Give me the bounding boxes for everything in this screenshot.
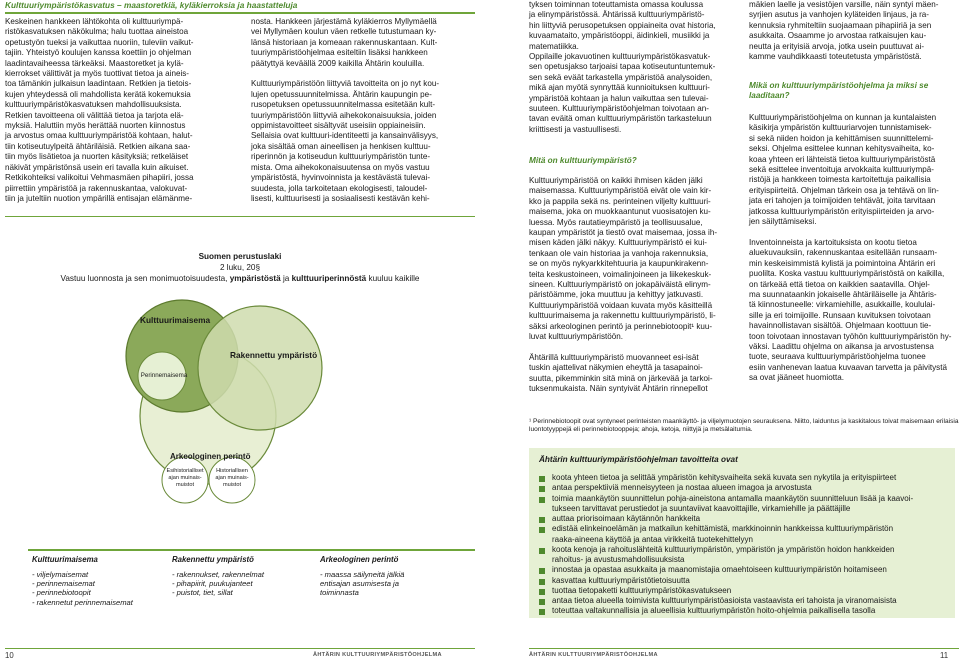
legend-archaeological-heritage <box>320 555 460 598</box>
goal-item: tuottaa tietopaketti kulttuuriympäristökasvatukseen <box>529 586 955 596</box>
bullet-square-icon <box>539 589 545 595</box>
what-is-cultural-environment-heading: Mitä on kulttuuriympäristö? <box>529 156 637 165</box>
bullet-square-icon <box>539 568 545 574</box>
cultural-landscape-label: Kulttuurimaisema <box>140 315 211 325</box>
right-footer-label: ÄHTÄRIN KULTTUURIYMPÄRISTÖOHJELMA <box>529 652 658 658</box>
legend-rule <box>28 549 475 551</box>
traditional-landscape-label: Perinnemaisema <box>140 372 188 379</box>
goals-title: Ähtärin kulttuuriympäristöohjelman tavoitteita ovat <box>539 455 738 464</box>
bullet-square-icon <box>539 527 545 533</box>
goal-item: auttaa priorisoimaan käytännön hankkeita <box>529 514 955 524</box>
goal-item: innostaa ja opastaa asukkaita ja maanomistajia omaehtoiseen kulttuuriympäristön hoitamiseen <box>529 565 955 575</box>
bullet-square-icon <box>539 599 545 605</box>
left-column-text: Keskeinen hankkeen lähtökohta oli kulttuuriympä- ristökasvatuksen näkökulma; halu tuottaa aineistoa opetustyön tueksi ja vaikuttaa nuoriin, tuleviin vaikut- tajiin. Yhteistyö koulujen kanssa koettiin jo ohjelman laadintavaiheessa tärkeäksi. Maastoretket ja kylä- kierrokset välittivät ja myös tuottivat tietoa ja aineis- toa tämänkin julkaisun laadintaan. Retkien ja tietois- kujen yhteydessä oli mahdollista kerätä kokemuksia kulttuuriympäristökasvatuksen mahdollisuuksista. Retkien tavoitteena oli välittää tietoa ja tarjota elä- myksiä. Haluttiin myös herättää nuorten kiinnostus ja arvostus omaa kulttuuriympäristöä kohtaan, halut- tiin kotiseutuylpeitä ähtäriläisiä. Retkien aikana saa- tiin myös lisätietoa ja nuorten käsityksiä; retkeläiset näkivät ympäristönsä usein eri tavalla kuin aikuiset. Retkikohteiksi valikoitui Vehmasmäen pihapiiri, jossa piirrettiin ympäristöä ja rakennuskantaa, valokuvat- tiin ja juteltiin nuotion ympärillä entisajan elämänme- <box>5 17 194 203</box>
legend-built-environment <box>172 555 302 598</box>
bullet-square-icon <box>539 548 545 554</box>
goals-list <box>529 473 955 617</box>
right-column-2-text-b: Kulttuuriympäristöohjelma on kunnan ja kuntalaisten käsikirja ympäristön kulttuuriarvojen tunnistamisek- si sekä niiden hoidon ja kehittämisen suunnittelemi- seksi. Ohjelma esittelee kunnan kehitysvaiheita, ko- koaa yhteen eri lähteistä tietoa kulttuuriympäristöstä sekä esittelee inventoituja arvokkaita kulttuuriympä- ristöjä ja hankkeen toimesta kartoitettuja paikallisia erityispiirteitä. Ohjelman tärkein osa ja tehtävä on lin- jata eri tahojen ja toimijoiden tehtävät, joita tarvitaan jatkossa kulttuuriympäristön erityispiirteiden ja arvo- jen säilyttämiseksi. Inventoinneista ja kartoituksista on kootu tietoa aluekuvauksiin, rakennuskantaa esitellään runsaam- min keskeisimmistä kylistä ja poimintoina Ähtärin eri puolilta. Koska vastuu kulttuuriympäristöstä on kaikilla, on tärkeää että tietoa on kaikkien saatavilla. Ohjel- ma suunnataankin jokaiselle ähtäriläiselle ja Ähtäris- tä kiinnostuneelle: virkamiehille, asukkaille, koululai- sille ja eri toimijoille. Runsaan kuvituksen toivotaan havainnollistavan sisältöä. Ohjelmaan koottuun tie- toon toivotaan innostavan työhön kulttuuriympäristön hy- väksi. Laadittu ohjelma on aikansa ja arvostustensa tuote, seuraava kulttuuriympäristöohjelma tuonee esiin vanhenevan laatua kuvaavan tarvetta ja päivitystä sa ovat jääneet huomiotta. <box>749 113 952 383</box>
constitution-quote: Vastuu luonnosta ja sen monimuotoisuudesta, ympäristöstä ja kulttuuriperinnöstä kuuluu kaikille <box>60 274 420 283</box>
page-header-title: Kulttuuriympäristökasvatus – maastoretkiä, kyläkierroksia ja haastatteluja <box>5 0 298 10</box>
goal-item: edistää elinkeinoelämän ja matkailun kehittämistä, markkinoinnin hankkeissa kulttuuriympäristön <box>529 524 955 534</box>
goal-item: koota kenoja ja rahoituslähteitä kulttuuriympäristön, ympäristön ja ympäristön hoidon hankkeiden rahoitus- ja avustusmahdollisuuksista <box>529 545 955 566</box>
goal-item: toteuttaa valtakunnallisia ja alueellisia kulttuuriympäristön hoito-ohjelmia paikallisella tasolla <box>529 606 955 616</box>
caption-rule-top <box>5 216 475 217</box>
legend-items: - maassa säilyneitä jälkiä entisajan asumisesta ja toiminnasta <box>320 570 405 598</box>
archaeological-heritage-label: Arkeologinen perintö <box>170 452 251 461</box>
right-column-1-text-b: Kulttuuriympäristöä on kaikki ihmisen käden jälki maisemassa. Kulttuuriympäristöä eivät ole vain kir- kko ja pappila sekä ns. perinteinen viljelty kulttuuri- maisema, joka on muokkaantunut vuosisatojen ku- luessa. Myös rautatieympäristö ja teollisuusalue, kaupan ympäristöt ja tiestö ovat maisemaa, jossa ih- misen käden jälki näkyy. Kulttuuriympäristö ei kui- tenkaan ole vain historiaa ja vanhoja rakennuksia, se on myös nykyarkkitehtuuria ja kaupunkirakenn- teita keskustoineen, voimalinjoineen ja liikekeskuk- sineen. Kulttuuriympäristö on jokapäiväistä elinym- päristöämme, joka muuttuu ja kehittyy jatkuvasti. Kulttuuriympäristöä voidaan kuvata myös käsitteillä kulttuurimaisema ja rakennettu kulttuuriympäristö, li- säksi arkeologinen perintö ja perinnebiotoopit¹ kuu- luvat kulttuuriympäristöön. Ähtärillä kulttuuriympäristö muovanneet esi-isät tuskin ajattelivat näkymien eheyttä ja tasapainoi- suutta, pikemminkin sitä minä on järkevää ja tarkoi- tuksenmukaista. Näin syntyivät Ähtärin rinnepellot <box>529 176 718 394</box>
left-footer-rule <box>5 648 475 649</box>
prehistoric-relics-label: Esihistorialliset ajan muinais- muistot <box>166 468 204 488</box>
right-column-2-text-a: mäkien laelle ja vesistöjen varsille, näin syntyi mäen- syrjien asutus ja vanhojen kyläteiden linjaus, ja ra- kennuksia ryhmiteltiin suojaamaan pihapiiriä ja sen asukkaita. Osaamme jo arvostaa ratkaisujen kau- neutta ja erityisiä arvoja, jotka usein puuttuvat ai- kamme vauhdikkaasti toteutetusta ympäristöstä. <box>749 0 939 62</box>
goal-item: koota yhteen tietoa ja selittää ympäristön kehitysvaiheita sekä kuvata sen nykytila ja erityispiirteet <box>529 473 955 483</box>
bullet-square-icon <box>539 497 545 503</box>
bullet-square-icon <box>539 517 545 523</box>
legend-heading: Kulttuurimaisema <box>32 555 98 564</box>
legend-cultural-landscape <box>32 555 162 607</box>
bullet-square-icon <box>539 476 545 482</box>
perinnebiotoopit-footnote: ¹ Perinnebiotoopit ovat syntyneet perinteisten maankäyttö- ja viljelymuotojen seurauksena. Niitto, laiduntus ja kaskitalous toivat maisemaan erilaisia luontotyyppejä eli perinnebiotooppeja; ahoja, ketoja, niittyjä ja metsälaitumia. <box>529 418 959 434</box>
left-footer-label: ÄHTÄRIN KULTTUURIYMPÄRISTÖOHJELMA <box>313 652 442 658</box>
header-rule <box>5 12 475 14</box>
constitution-title: Suomen perustuslaki <box>198 252 282 261</box>
legend-items: - rakennukset, rakennelmat - pihapiirit, puukujanteet - puistot, tiet, sillat <box>172 570 265 598</box>
middle-column-text: nosta. Hankkeen järjestämä kyläkierros Myllymäellä vei Myllymäen koulun väen retkelle tutustumaan ky- länsä historiaan ja komeaan rakennuskantaan. Kult- tuuriympäristöohjelmaa esiteltiin lisäksi hankkeen päätyttyä keväällä 2009 kaikilla Ähtärin kouluilla. Kulttuuriympäristöön liittyviä tavoitteita on jo nyt kou- lujen opetussuunnitelmissa. Ähtärin kaupungin pe- rusopetuksen opetussuunnitelmassa esitetään kult- tuuriympäristöön liittyviä aihekokonaisuuksia, joiden oppimistavoitteet sisältyvät useisiin oppiaineisiin. Sellaisia ovat kulttuuri-identiteetti ja kansainvälisyys, joka sisältää oman aineellisen ja henkisen kulttuu- riperinnön ja kotiseudun kulttuuriympäristön tunte- mista. Oma aihekokonaisuutensa on myös vastuu ympäristöstä, hyvinvoinnista ja kestävästä tulevai- suudesta, jolla tarkoitetaan ekologisesti, taloudel- lisesti, kulttuurisesti ja sosiaalisesti kestävän kehi- <box>251 17 440 203</box>
bullet-square-icon <box>539 579 545 585</box>
goal-item-continuation: raaka-aineena käyttöä ja antaa virikkeitä tuotekehittelyyn <box>552 534 754 544</box>
goal-item: toimia maankäytön suunnittelun pohja-aineistona antamalla maankäytön suunnitteluun lisää ja kaavoi- tukseen tarvittavat perustiedot ja suuntaviivat kaavoittajille, virkamiehille ja päättäjille <box>529 494 955 515</box>
right-page-number: 11 <box>940 651 949 660</box>
goal-item: kasvattaa kulttuuriympäristötietoisuutta <box>529 576 955 586</box>
bullet-square-icon <box>539 609 545 615</box>
legend-items: - viljelymaisemat - perinnemaisemat - perinnebiotoopit - rakennetut perinnemaisemat <box>32 570 133 607</box>
goal-item: antaa tietoa alueella toimivista kulttuuriympäristöasioista vastaavista eri tahoista ja viranomaisista <box>529 596 955 606</box>
historical-relics-label: Historiallisen ajan muinais- muistot <box>215 468 249 488</box>
legend-heading: Rakennettu ympäristö <box>172 555 254 564</box>
built-environment-label: Rakennettu ympäristö <box>230 350 318 360</box>
right-footer-rule <box>529 648 959 649</box>
what-is-programme-heading: Mikä on kulttuuriympäristöohjelma ja miksi se laaditaan? <box>749 81 929 101</box>
legend-heading: Arkeologinen perintö <box>320 555 399 564</box>
right-column-1-text-a: tyksen toiminnan toteuttamista omassa koulussa ja elinympäristössä. Ähtärissä kulttuuriympäristö- hin liittyviä perusopetuksen oppiaineita ovat historia, kuvaamataito, ympäristöoppi, äidinkieli, musiikki ja matematiikka. Oppilaille jokavuotinen kulttuuriympäristökasvatuk- sen opetusjakso tarjoaisi tapaa kotiseutuntuntemuk- sen sekä eväät tarkastella ympäristöä analysoiden, mikä ajan myötä synnyttää kunnioituksen kulttuuri- ympäristöä kohtaan ja halun vaikuttaa sen tulevai- suuteen. Kulttuuriympäristöohjelman toivotaan an- tavan eväitä oman kulttuuriympäristön tarkasteluun kriittisesti ja vastuullisesti. <box>529 0 716 134</box>
built-environment-circle <box>198 306 322 430</box>
goal-item: antaa perspektiiviä menneisyyteen ja nostaa alueen imagoa ja arvostusta <box>529 483 955 493</box>
goals-box <box>529 448 955 618</box>
left-page-number: 10 <box>5 651 14 660</box>
cultural-environment-venn <box>100 298 360 530</box>
constitution-section: 2 luku, 20§ <box>219 263 261 272</box>
bullet-square-icon <box>539 486 545 492</box>
